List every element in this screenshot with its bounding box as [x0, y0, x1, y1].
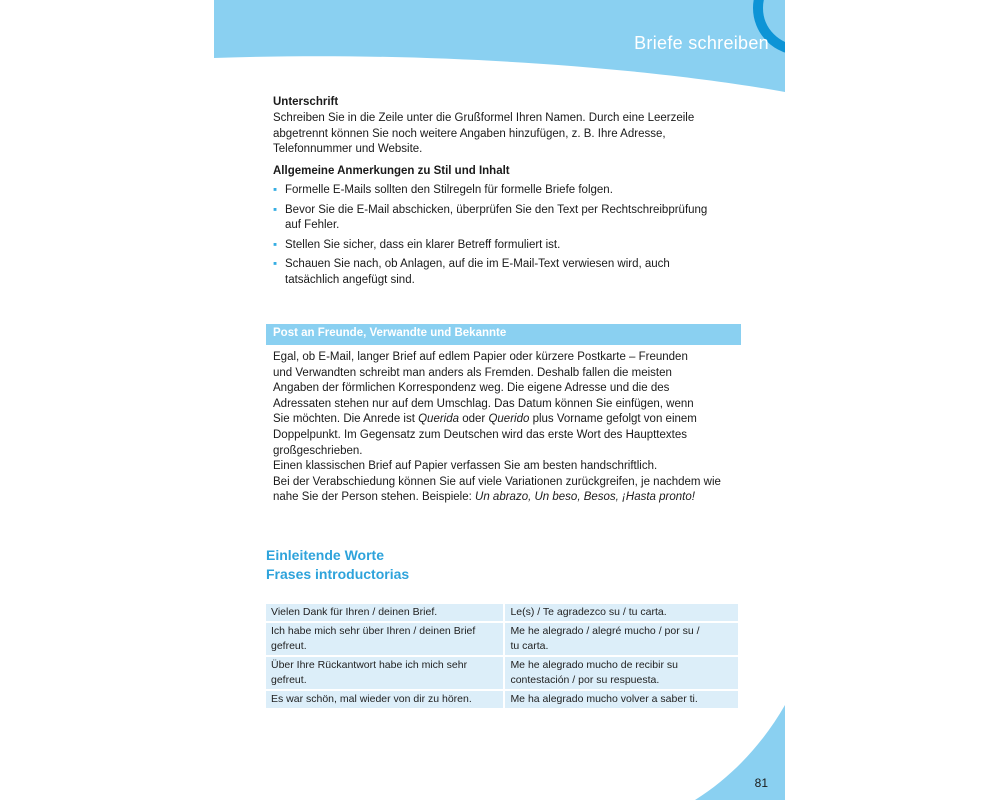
phrase-german: [266, 604, 505, 621]
text-line: [273, 490, 743, 506]
bullet-icon: ▪: [273, 238, 278, 251]
signature-line: abgetrennt können Sie noch weitere Angaben hinzufügen, z. B. Ihre Adresse,: [273, 127, 666, 140]
spanish-salutation: Querido: [488, 413, 530, 426]
cell-line: gefreut.: [271, 674, 307, 686]
text-line: Einen klassischen Brief auf Papier verfassen Sie am besten handschriftlich.: [273, 460, 658, 473]
text-line: Angaben der förmlichen Korrespondenz weg. Die eigene Adresse und die des: [273, 382, 670, 395]
phrase-spanish: [505, 604, 738, 621]
text-line: Adressaten stehen nur auf dem Umschlag. Das Datum können Sie einfügen, wenn: [273, 397, 694, 410]
text-span: plus Vorname gefolgt von einem: [529, 413, 697, 426]
text-line: Doppelpunkt. Im Gegensatz zum Deutschen wird das erste Wort des Haupttextes: [273, 428, 687, 441]
text-span: nahe Sie der Person stehen. Beispiele:: [273, 491, 476, 504]
signature-line: Schreiben Sie in die Zeile unter die Grußformel Ihren Namen. Durch eine Leerzeile: [273, 112, 695, 124]
phrase-german: [266, 691, 505, 708]
cell-line: Le(s) / Te agradezco su / tu carta.: [510, 606, 667, 618]
list-item: [273, 257, 733, 288]
cell-line: Über Ihre Rückantwort habe ich mich sehr: [271, 659, 468, 671]
table-row: [266, 657, 738, 689]
signature-paragraph: [273, 111, 694, 158]
page-number: 81: [754, 776, 768, 790]
phrase-german: [266, 657, 505, 689]
document-page: [214, 0, 785, 800]
text-span: oder: [459, 413, 489, 426]
cell-line: Me ha alegrado mucho volver a saber ti.: [510, 693, 698, 705]
table-row: [266, 691, 738, 708]
text-line: und Verwandten schreibt man anders als Fremden. Deshalb fallen die meisten: [273, 366, 672, 379]
cell-line: Vielen Dank für Ihren / deinen Brief.: [271, 606, 438, 618]
phrase-german: [266, 623, 505, 655]
friends-paragraph: [273, 350, 743, 506]
list-item: [273, 183, 733, 199]
phrase-spanish: [505, 657, 738, 689]
signature-line: Telefonnummer und Website.: [273, 143, 423, 156]
list-item: [273, 203, 733, 234]
phrase-table: [266, 602, 738, 710]
spanish-salutation: Querida: [418, 413, 460, 426]
cell-line: tu carta.: [510, 640, 549, 652]
text-line: Egal, ob E-Mail, langer Brief auf edlem Papier oder kürzere Postkarte – Freunden: [273, 351, 688, 363]
cell-line: Me he alegrado / alegré mucho / por su /: [510, 625, 700, 637]
cell-line: gefreut.: [271, 640, 307, 652]
remarks-list: [273, 183, 733, 293]
section-bar-title: Post an Freunde, Verwandte und Bekannte: [273, 327, 507, 339]
list-item-line: Formelle E-Mails sollten den Stilregeln für formelle Briefe folgen.: [285, 184, 613, 196]
cell-line: Ich habe mich sehr über Ihren / deinen Brief: [271, 625, 476, 637]
text-span: Sie möchten. Die Anrede ist: [273, 413, 419, 426]
cell-line: Me he alegrado mucho de recibir su: [510, 659, 678, 671]
table-row: [266, 623, 738, 655]
list-item-line: Schauen Sie nach, ob Anlagen, auf die im E-Mail-Text verwiesen wird, auch: [285, 258, 670, 271]
bullet-icon: ▪: [273, 258, 278, 271]
corner-decoration: [695, 700, 785, 800]
bullet-icon: ▪: [273, 184, 278, 196]
list-item-line: auf Fehler.: [285, 219, 340, 232]
cell-line: Es war schön, mal wieder von dir zu hören.: [271, 693, 472, 705]
table-row: [266, 604, 738, 621]
text-line: [273, 412, 743, 428]
cell-line: contestación / por su respuesta.: [510, 674, 660, 686]
signature-heading: Unterschrift: [273, 96, 339, 108]
section-bar-friends: [266, 324, 741, 345]
page-header-title: Briefe schreiben: [634, 33, 769, 53]
section-title-es: Frases introductorias: [266, 566, 410, 582]
corner-wave: [695, 705, 785, 800]
text-line: Bei der Verabschiedung können Sie auf viele Variationen zurückgreifen, je nachdem wie: [273, 475, 721, 488]
section-title-de: Einleitende Worte: [266, 547, 384, 563]
list-item-line: Bevor Sie die E-Mail abschicken, überprüfen Sie den Text per Rechtschreibprüfung: [285, 203, 708, 216]
list-item: [273, 238, 733, 254]
phrase-spanish: [505, 623, 738, 655]
remarks-heading: Allgemeine Anmerkungen zu Stil und Inhalt: [273, 165, 510, 177]
text-line: großgeschrieben.: [273, 444, 363, 457]
spanish-examples: Un abrazo, Un beso, Besos, ¡Hasta pronto!: [475, 491, 695, 504]
list-item-line: tatsächlich angefügt sind.: [285, 273, 415, 286]
list-item-line: Stellen Sie sicher, dass ein klarer Betreff formuliert ist.: [285, 238, 561, 251]
bullet-icon: ▪: [273, 203, 278, 216]
